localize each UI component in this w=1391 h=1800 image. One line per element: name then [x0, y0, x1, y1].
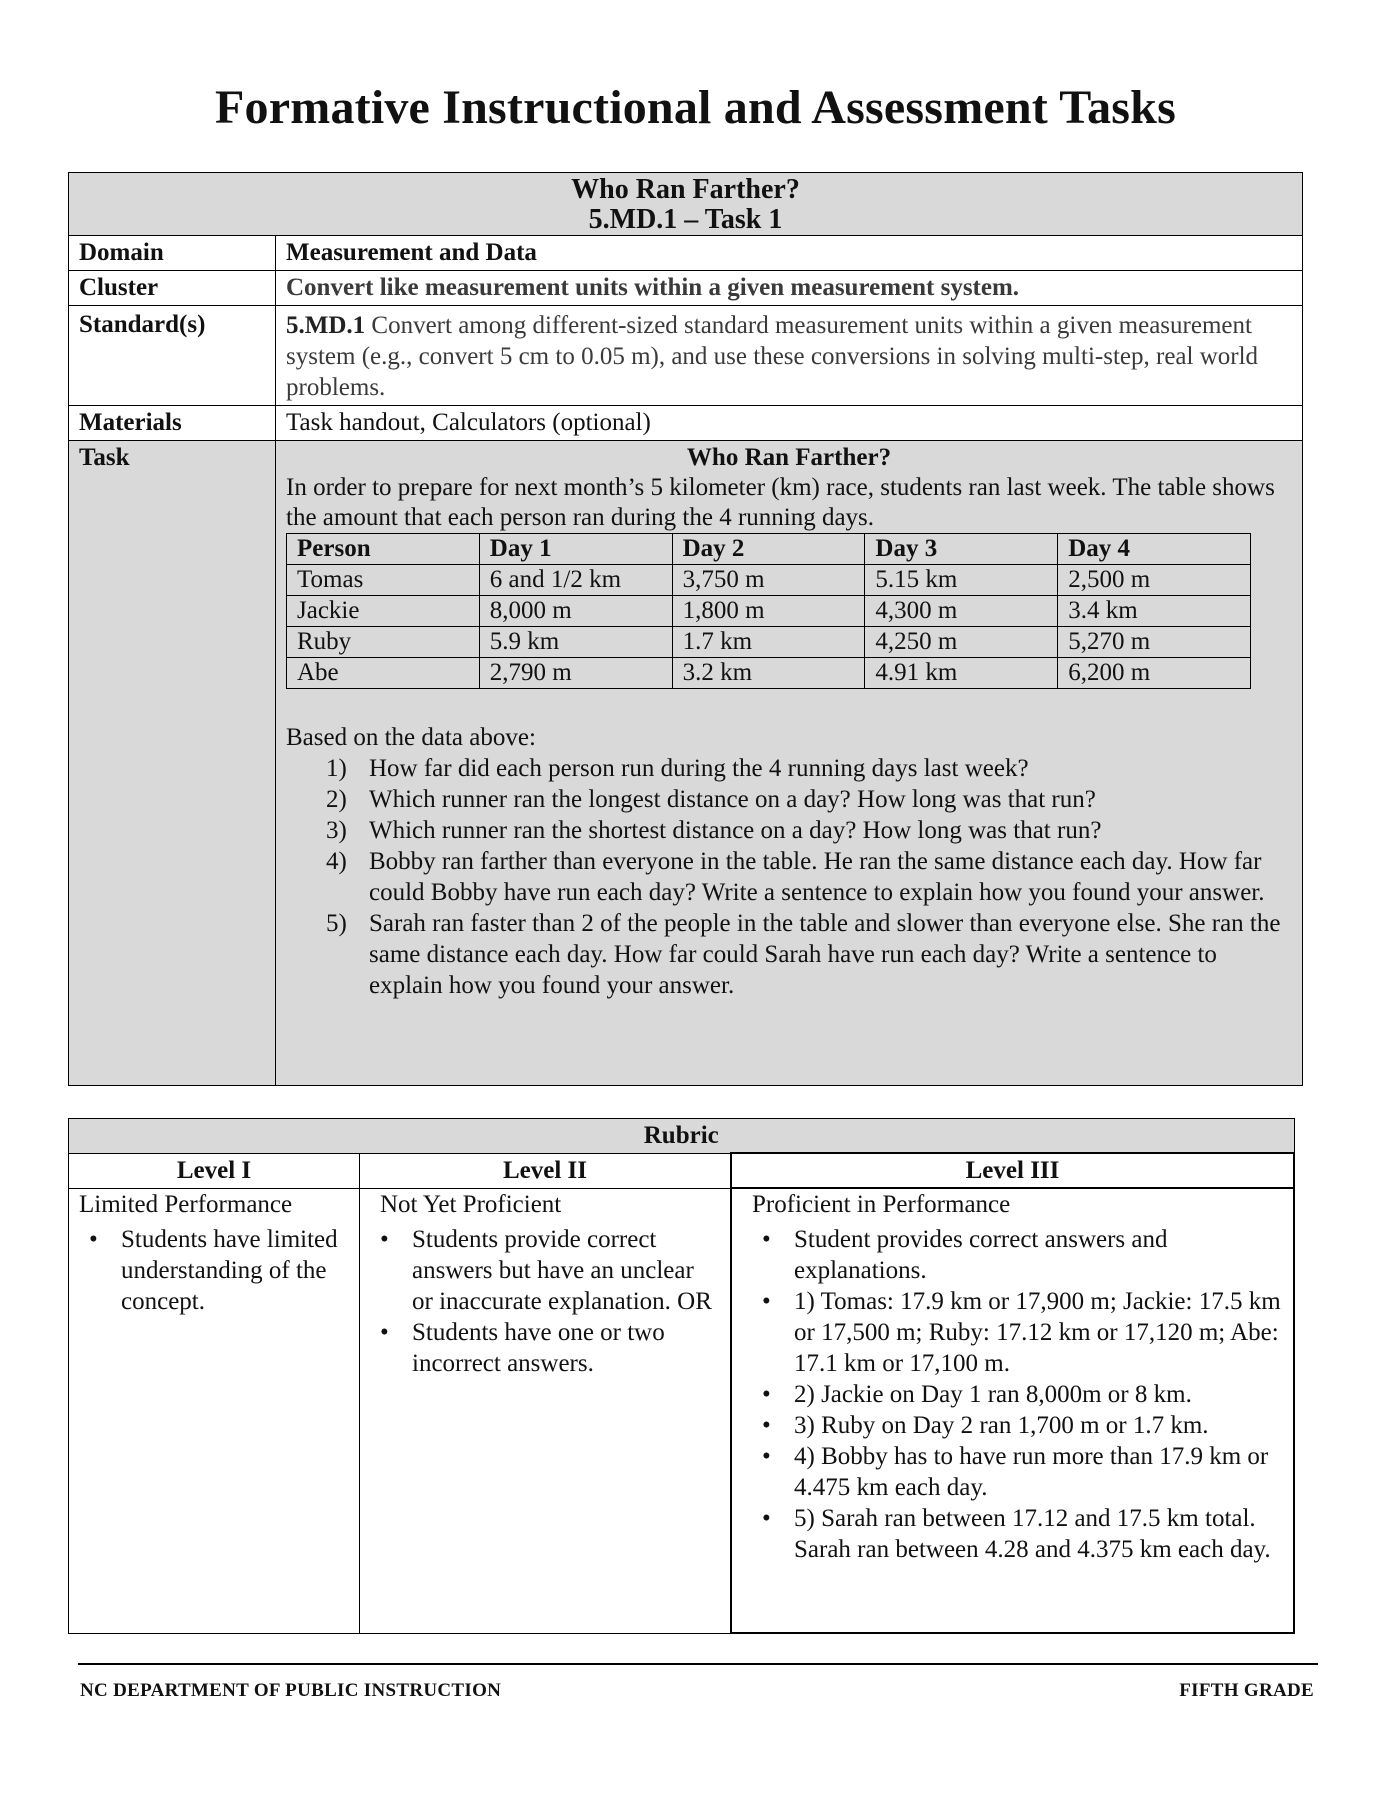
table-cell: Ruby — [287, 627, 480, 658]
table-cell: 4,300 m — [865, 596, 1058, 627]
runs-table — [286, 533, 1251, 689]
table-row — [287, 565, 1251, 596]
table-cell: 6 and 1/2 km — [479, 565, 672, 596]
list-item — [286, 753, 1292, 784]
question-list — [286, 753, 1292, 1001]
rubric-bullet: • Student provides correct answers and explanations. — [752, 1224, 1283, 1286]
table-row — [287, 596, 1251, 627]
question-text: Which runner ran the longest distance on a day? How long was that run? — [369, 786, 1096, 813]
rubric-title: Rubric — [69, 1119, 1295, 1154]
table-cell: 1.7 km — [672, 627, 865, 658]
table-cell: 3.4 km — [1058, 596, 1251, 627]
table-cell: 5,270 m — [1058, 627, 1251, 658]
rubric-bullet: • 4) Bobby has to have run more than 17.9 km or 4.475 km each day. — [752, 1441, 1283, 1503]
domain-label: Domain — [69, 236, 276, 271]
task-subtitle: 5.MD.1 – Task 1 — [588, 204, 783, 235]
footer-divider — [78, 1663, 1318, 1665]
question-number: 5) — [326, 910, 347, 937]
level-3-header: Level III — [731, 1153, 1294, 1188]
question-number: 3) — [326, 817, 347, 844]
standards-label: Standard(s) — [69, 306, 276, 406]
level-2-desc: Not Yet Proficient — [380, 1190, 562, 1218]
cluster-value: Convert like measurement units within a given measurement system. — [276, 271, 1303, 306]
materials-value: Task handout, Calculators (optional) — [276, 406, 1303, 441]
runs-header-cell: Person — [287, 534, 480, 565]
question-number: 2) — [326, 786, 347, 813]
rubric-bullet: • 5) Sarah ran between 17.12 and 17.5 km total. Sarah ran between 4.28 and 4.375 km each day. — [752, 1503, 1283, 1565]
question-text: Which runner ran the shortest distance on a day? How long was that run? — [369, 817, 1102, 844]
table-cell: Tomas — [287, 565, 480, 596]
rubric-bullet: • 1) Tomas: 17.9 km or 17,900 m; Jackie: 17.5 km or 17,500 m; Ruby: 17.12 km or 17,120 m; Abe: 17.1 km or 17,100 m. — [752, 1286, 1283, 1379]
level-3-bullets — [742, 1224, 1283, 1565]
task-heading: Who Ran Farther? — [686, 444, 892, 471]
table-row — [287, 627, 1251, 658]
question-text: Sarah ran faster than 2 of the people in the table and slower than everyone else. She ran the same distance each day. How far could Sarah have run each day? Write a sentence to explain how you found your answer. — [369, 910, 1281, 999]
footer-department: NC DEPARTMENT OF PUBLIC INSTRUCTION — [80, 1680, 502, 1701]
table-cell: 3.2 km — [672, 658, 865, 689]
footer-grade: FIFTH GRADE — [1179, 1680, 1314, 1701]
standard-text: Convert among different-sized standard measurement units within a given measurement system (e.g., convert 5 cm to 0.05 m), and use these conversions in solving multi-step, real world problems. — [286, 312, 1259, 401]
table-row — [287, 658, 1251, 689]
level-3-desc: Proficient in Performance — [752, 1191, 1011, 1218]
question-number: 4) — [326, 848, 347, 875]
runs-header-cell: Day 2 — [672, 534, 865, 565]
list-item — [286, 908, 1292, 1001]
rubric-bullet: • Students have limited understanding of the concept. — [79, 1224, 349, 1317]
task-intro: In order to prepare for next month’s 5 kilometer (km) race, students ran last week. The table shows the amount that each person ran during the 4 running days. — [286, 474, 1275, 531]
runs-header-cell: Day 4 — [1058, 534, 1251, 565]
runs-table-header — [287, 534, 1251, 565]
list-item — [286, 784, 1292, 815]
level-1-cell — [69, 1188, 360, 1633]
level-1-bullets — [79, 1224, 349, 1317]
level-2-header: Level II — [360, 1153, 732, 1188]
question-text: How far did each person run during the 4 running days last week? — [369, 755, 1029, 782]
question-number: 1) — [326, 755, 347, 782]
page-title: Formative Instructional and Assessment Tasks — [215, 81, 1176, 134]
standard-code: 5.MD.1 — [286, 312, 366, 339]
table-cell: Jackie — [287, 596, 480, 627]
table-cell: 6,200 m — [1058, 658, 1251, 689]
level-1-desc: Limited Performance — [79, 1190, 293, 1218]
rubric-bullet: • 3) Ruby on Day 2 ran 1,700 m or 1.7 km. — [752, 1410, 1283, 1441]
runs-header-cell: Day 3 — [865, 534, 1058, 565]
table-cell: 5.9 km — [479, 627, 672, 658]
level-3-cell — [731, 1188, 1294, 1633]
rubric-table — [68, 1118, 1295, 1634]
table-cell: 2,500 m — [1058, 565, 1251, 596]
domain-value: Measurement and Data — [276, 236, 1303, 271]
level-2-cell — [360, 1188, 732, 1633]
level-1-header: Level I — [69, 1153, 360, 1188]
cluster-label: Cluster — [69, 271, 276, 306]
level-2-bullets — [370, 1224, 720, 1379]
table-cell: 4.91 km — [865, 658, 1058, 689]
question-text: Bobby ran farther than everyone in the table. He ran the same distance each day. How far could Bobby have run each day? Write a sentence to explain how you found your answer. — [369, 848, 1265, 906]
task-content — [276, 441, 1303, 1086]
table-cell: 3,750 m — [672, 565, 865, 596]
rubric-bullet: • Students have one or two incorrect answers. — [370, 1317, 720, 1379]
table-cell: Abe — [287, 658, 480, 689]
table-cell: 2,790 m — [479, 658, 672, 689]
standards-value — [276, 306, 1303, 406]
table-cell: 8,000 m — [479, 596, 672, 627]
rubric-bullet: • Students provide correct answers but have an unclear or inaccurate explanation. OR — [370, 1224, 720, 1317]
task-label: Task — [69, 441, 276, 1086]
task-header — [69, 173, 1303, 236]
task-title: Who Ran Farther? — [571, 174, 800, 205]
table-cell: 1,800 m — [672, 596, 865, 627]
runs-header-cell: Day 1 — [479, 534, 672, 565]
list-item — [286, 815, 1292, 846]
table-cell: 4,250 m — [865, 627, 1058, 658]
materials-label: Materials — [69, 406, 276, 441]
table-cell: 5.15 km — [865, 565, 1058, 596]
list-item — [286, 846, 1292, 908]
task-table — [68, 172, 1303, 1086]
rubric-bullet: • 2) Jackie on Day 1 ran 8,000m or 8 km. — [752, 1379, 1283, 1410]
task-prompt: Based on the data above: — [286, 724, 536, 751]
